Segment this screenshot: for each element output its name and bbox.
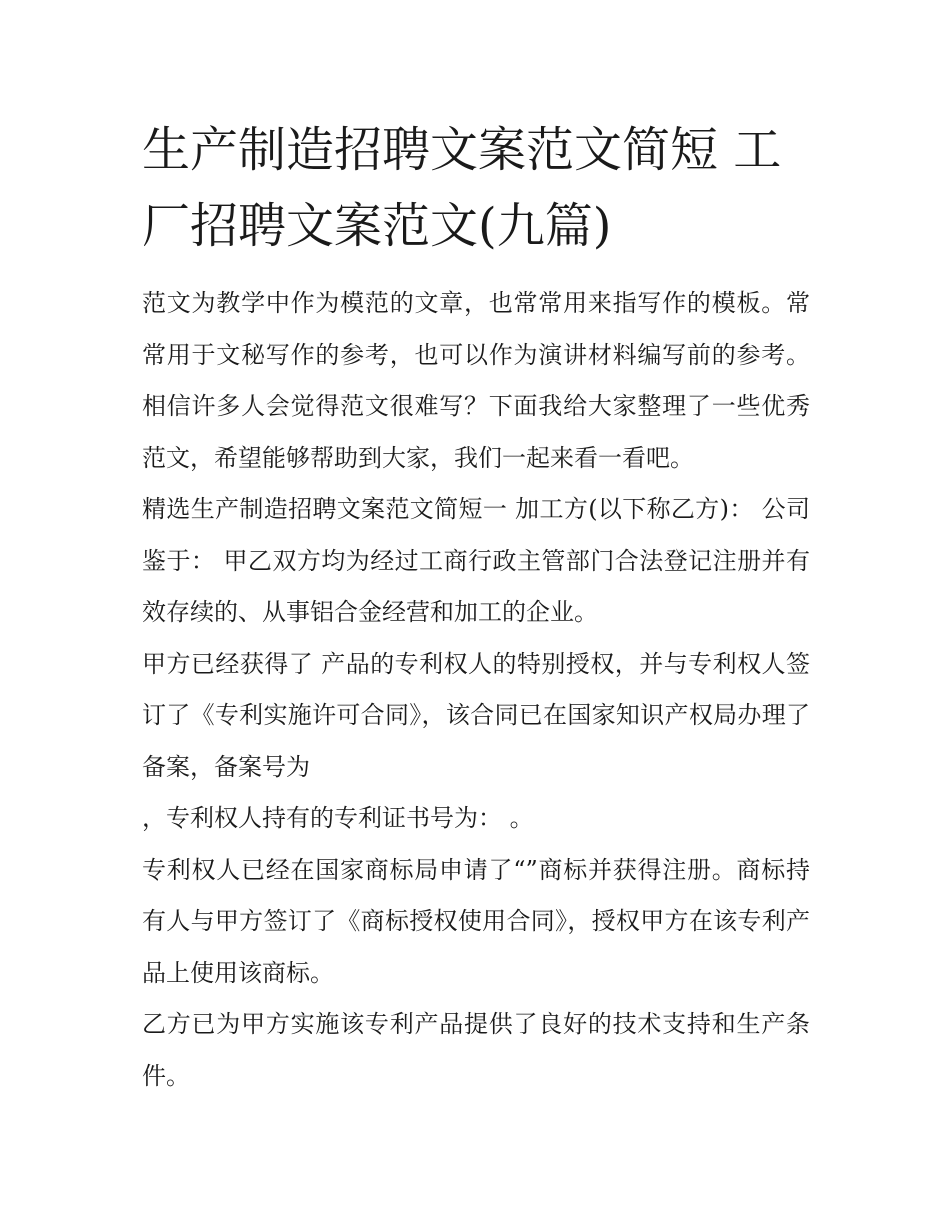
paragraph-patent-certificate: ，专利权人持有的专利证书号为： 。 — [142, 804, 534, 832]
paragraph-intro: 范文为教学中作为模范的文章，也常常用来指写作的模板。常常用于文秘写作的参考，也可以作为演讲材料编写前的参考。相信许多人会觉得范文很难写？下面我给大家整理了一些优秀范文，希望能够帮助到大家，我们一起来看一看吧。 — [142, 289, 810, 472]
paragraph-patent-license: 甲方已经获得了 产品的专利权人的特别授权，并与专利权人签订了《专利实施许可合同》，该合同已在国家知识产权局办理了备案，备案号为 — [142, 649, 810, 781]
paragraph-trademark: 专利权人已经在国家商标局申请了“”商标并获得注册。商标持有人与甲方签订了《商标授权使用合同》，授权甲方在该专利产品上使用该商标。 — [142, 855, 810, 987]
document-body — [142, 112, 810, 1102]
paragraph-technical-support: 乙方已为甲方实施该专利产品提供了良好的技术支持和生产条件。 — [142, 1010, 810, 1090]
paragraph-contract-parties: 精选生产制造招聘文案范文简短一 加工方(以下称乙方)： 公司 鉴于： 甲乙双方均为经过工商行政主管部门合法登记注册并有效存续的、从事铝合金经营和加工的企业。 — [142, 495, 810, 626]
document-title: 生产制造招聘文案范文简短 工厂招聘文案范文(九篇) — [142, 122, 782, 254]
